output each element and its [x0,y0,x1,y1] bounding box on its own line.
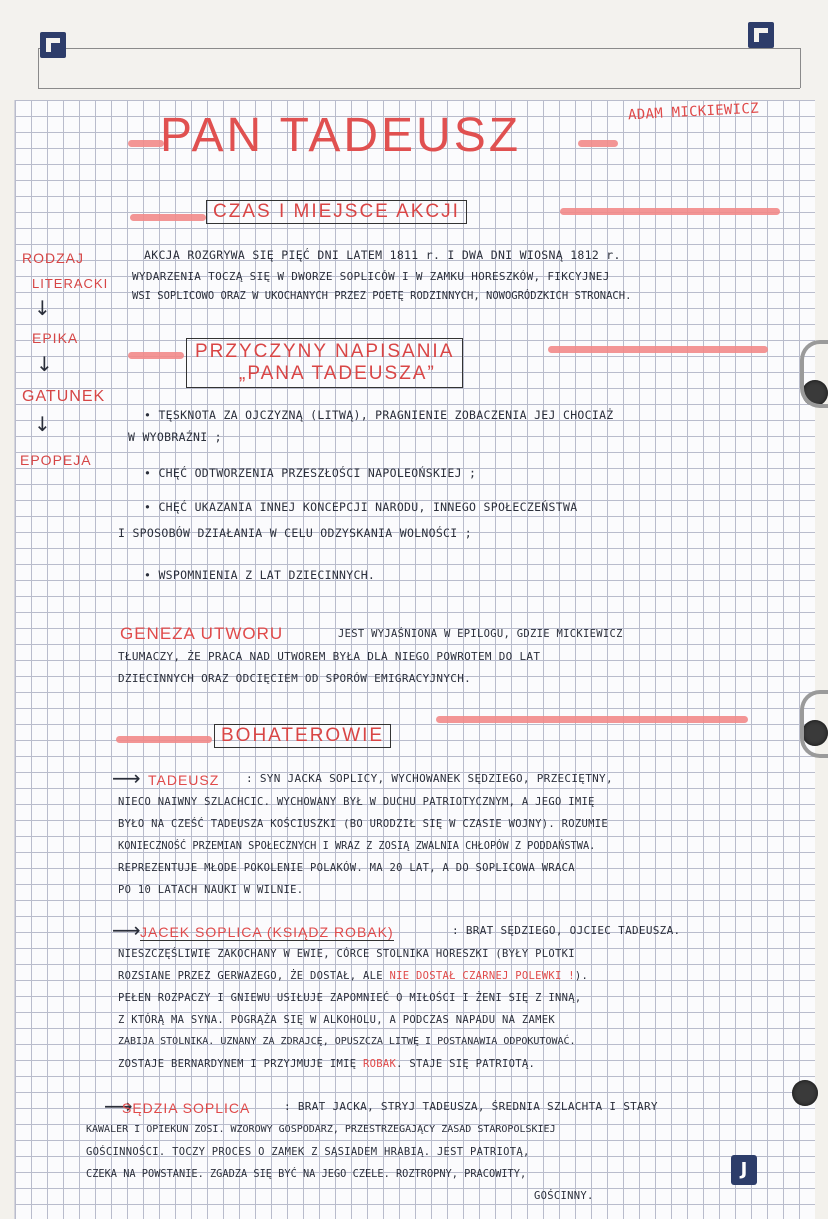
binder-ring-icon [792,1080,818,1106]
tadeusz-line-2: NIECO NAIWNY SZLACHCIC. WYCHOWANY BYŁ W DUCHU PATRIOTYCZNYM, A JEGO IMIĘ [118,796,595,808]
sedzia-line-4: CZEKA NA POWSTANIE. ZGADZA SIĘ BYĆ NA JEGO CZELE. ROZTROPNY, PRACOWITY, [86,1168,527,1180]
jacek-line-7-end: . STAJE SIĘ PATRIOTĄ. [396,1058,536,1070]
sedzia-line-2: KAWALER I OPIEKUN ZOSI. WZOROWY GOSPODARZ, PRZESTRZEGAJĄCY ZASAD STAROPOLSKIEJ [86,1124,556,1135]
przyczyny-heading-line-1: PRZYCZYNY NAPISANIA [195,341,455,362]
czas-line-1: AKCJA ROZGRYWA SIĘ PIĘĆ DNI LATEM 1811 r. I DWA DNI WIOSNĄ 1812 r. [144,248,621,262]
title-underline-right [578,140,618,147]
character-name-tadeusz: TADEUSZ [148,772,220,788]
author: ADAM MICKIEWICZ [627,100,760,124]
page-title: PAN TADEUSZ [160,109,522,162]
frame-line-top [38,48,800,49]
app-badge-icon: J [731,1155,757,1185]
geneza-line-1: JEST WYJAŚNIONA W EPILOGU, GDZIE MICKIEWICZ [338,628,623,640]
down-arrow-icon: ↓ [36,352,53,376]
sidebar-gatunek: GATUNEK [22,388,106,405]
jacek-line-3-text: ROZSIANE PRZEZ GERWAZEGO, ŻE DOSTAŁ, ALE [118,970,383,982]
section-underline [436,716,748,723]
section-heading-bohaterowie: BOHATEROWIE [214,724,391,748]
jacek-line-5: Z KTÓRĄ MA SYNA. POGRĄŻA SIĘ W ALKOHOLU, A PODCZAS NAPADU NA ZAMEK [118,1014,556,1026]
czas-line-3: WSI SOPLICOWO ORAZ W UKOCHANYCH PRZEZ POETĘ RODZINNYCH, NOWOGRÓDZKICH STRONACH. [132,290,632,302]
jacek-line-1: : BRAT SĘDZIEGO, OJCIEC TADEUSZA. [452,924,681,937]
geneza-line-2: TŁUMACZY, ŻE PRACA NAD UTWOREM BYŁA DLA NIEGO POWROTEM DO LAT [118,650,541,663]
jacek-line-3 [118,970,588,982]
binder-clip-icon [800,690,828,758]
down-arrow-icon: ↓ [34,296,51,320]
right-arrow-icon: ⟶ [104,1094,133,1118]
right-arrow-icon: ⟶ [112,918,141,942]
corner-logo-icon-right [748,22,774,48]
section-underline [116,736,212,743]
tadeusz-line-1: : SYN JACKA SOPLICY, WYCHOWANEK SĘDZIEGO, PRZECIĘTNY, [246,772,613,785]
czas-line-2: WYDARZENIA TOCZĄ SIĘ W DWORZE SOPLICÓW I W ZAMKU HORESZKÓW, FIKCYJNEJ [132,270,610,283]
sidebar-epika: EPIKA [32,330,79,346]
sidebar-rodzaj: RODZAJ [22,250,84,266]
jacek-end-bracket: ). [574,970,589,982]
geneza-line-3: DZIECINNYCH ORAZ ODCIĘCIEM OD SPORÓW EMIGRACYJNYCH. [118,672,472,685]
tadeusz-line-4: KONIECZNOŚĆ PRZEMIAN SPOŁECZNYCH I WRAZ Z ZOSIĄ ZWALNIA CHŁOPÓW Z PODDAŃSTWA. [118,840,596,852]
corner-logo-icon-left [40,32,66,58]
bullet-3-line-1: • CHĘĆ UKAZANIA INNEJ KONCEPCJI NARODU, INNEGO SPOŁECZEŃSTWA [144,500,578,514]
tadeusz-line-3: BYŁO NA CZEŚĆ TADEUSZA KOŚCIUSZKI (BO URODZIŁ SIĘ W CZASIE WOJNY). ROZUMIE [118,818,608,830]
jacek-red-phrase: NIE DOSTAŁ CZARNEJ POLEWKI ! [389,970,575,982]
binder-clip-icon [800,340,828,408]
frame-line-left [38,48,39,88]
bullet-1-line-2: W WYOBRAŹNI ; [128,430,222,444]
right-arrow-icon: ⟶ [112,766,141,790]
sidebar-epopeja: EPOPEJA [20,452,92,468]
bullet-3-line-2: I SPOSOBÓW DZIAŁANIA W CELU ODZYSKANIA WOLNOŚCI ; [118,526,472,540]
tadeusz-line-5: REPREZENTUJE MŁODE POKOLENIE POLAKÓW. MA 20 LAT, A DO SOPLICOWA WRACA [118,862,575,874]
sedzia-line-3: GOŚCINNOŚCI. TOCZY PROCES O ZAMEK Z SĄSIADEM HRABIĄ. JEST PATRIOTĄ, [86,1146,530,1158]
jacek-line-2: NIESZCZĘŚLIWIE ZAKOCHANY W EWIE, CÓRCE STOLNIKA HORESZKI (BYŁY PLOTKI [118,948,575,960]
section-heading-czas: CZAS I MIEJSCE AKCJI [206,200,467,224]
jacek-line-4: PEŁEN ROZPACZY I GNIEWU USIŁUJE ZAPOMNIEĆ O MIŁOŚCI I ŻENI SIĘ Z INNĄ, [118,992,582,1004]
bullet-4: • WSPOMNIENIA Z LAT DZIECINNYCH. [144,568,376,582]
bullet-1-line-1: • TĘSKNOTA ZA OJCZYZNĄ (LITWĄ), PRAGNIENIE ZOBACZENIA JEJ CHOCIAŻ [144,408,614,422]
frame-line-bottom [38,88,800,89]
jacek-robak: ROBAK [363,1058,397,1070]
geneza-label: GENEZA UTWORU [120,624,284,643]
bullet-2: • CHĘĆ ODTWORZENIA PRZESZŁOŚCI NAPOLEOŃSKIEJ ; [144,466,477,480]
section-underline [548,346,768,353]
section-underline [130,214,206,221]
section-underline [128,352,184,359]
down-arrow-icon: ↓ [34,412,51,436]
sedzia-line-1: : BRAT JACKA, STRYJ TADEUSZA, ŚREDNIA SZLACHTA I STARY [284,1100,658,1113]
frame-line-right [800,48,801,88]
title-underline-left [128,140,164,147]
section-heading-przyczyny [186,338,463,388]
section-underline [560,208,780,215]
przyczyny-heading-line-2: „PANA TADEUSZA” [239,363,436,384]
sedzia-line-5: GOŚCINNY. [534,1190,594,1202]
jacek-line-6: ZABIJA STOLNIKA. UZNANY ZA ZDRAJCĘ, OPUSZCZA LITWĘ I POSTANAWIA ODPOKUTOWAĆ. [118,1036,576,1047]
character-name-sedzia: SĘDZIA SOPLICA [122,1100,251,1116]
jacek-line-7-text: ZOSTAJE BERNARDYNEM I PRZYJMUJE IMIĘ [118,1058,357,1070]
page-top-strip [0,0,828,100]
sidebar-literacki: LITERACKI [32,276,109,291]
character-name-jacek: JACEK SOPLICA (KSIĄDZ ROBAK) [140,924,394,940]
jacek-line-7 [118,1058,535,1070]
tadeusz-line-6: PO 10 LATACH NAUKI W WILNIE. [118,884,304,896]
